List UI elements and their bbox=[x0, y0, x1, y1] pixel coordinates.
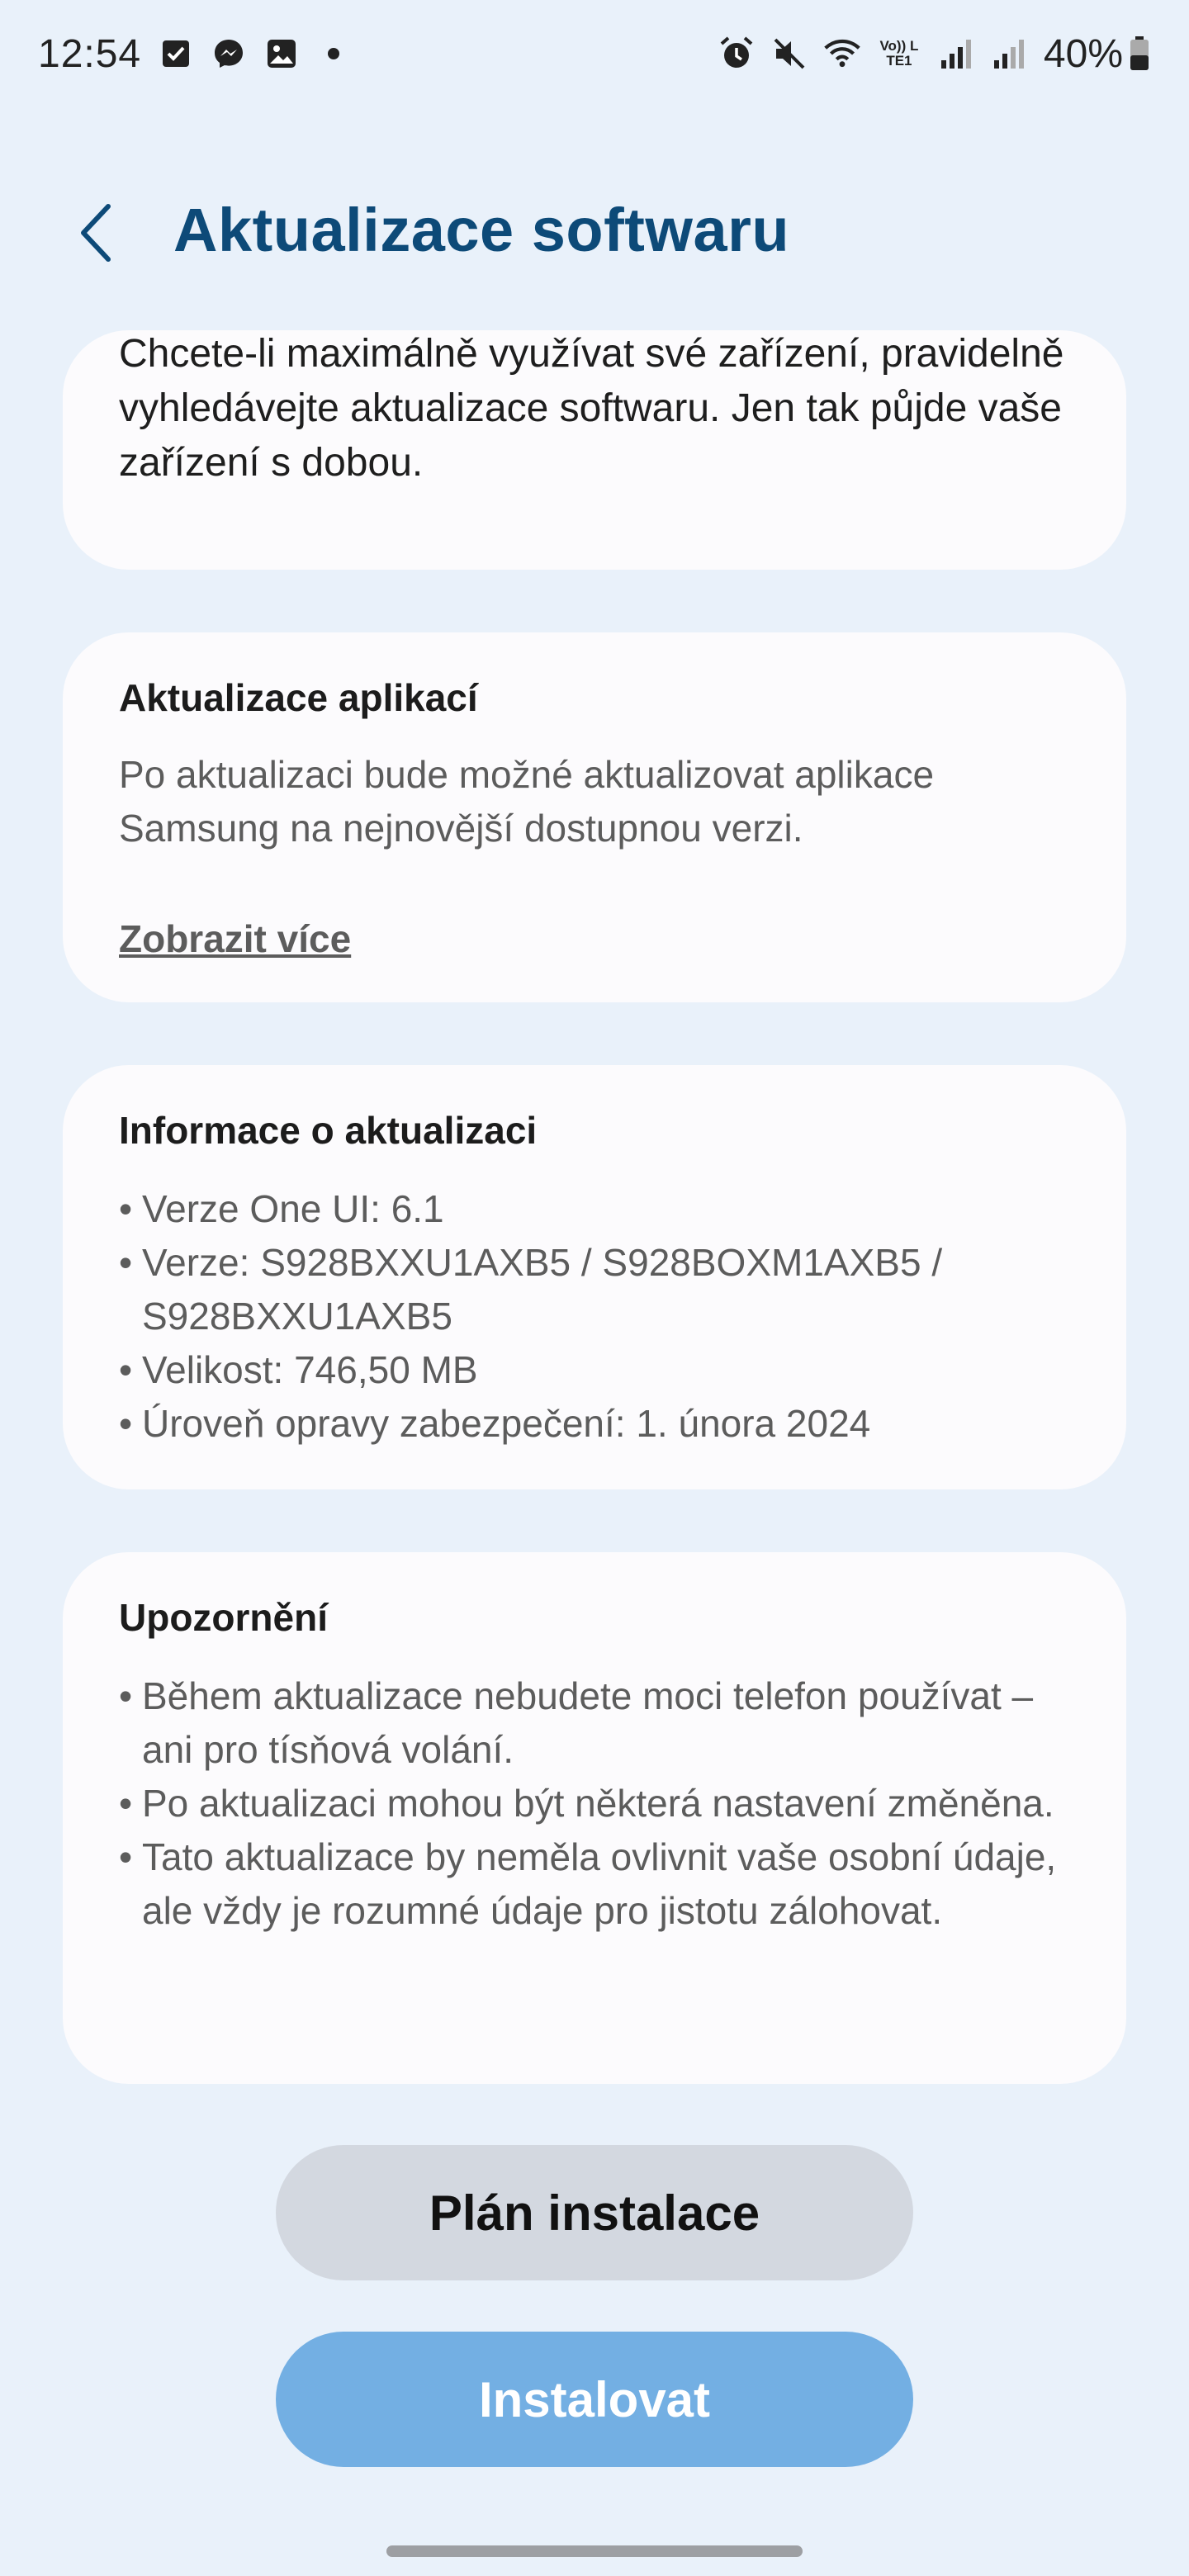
install-button[interactable]: Instalovat bbox=[276, 2332, 913, 2467]
show-more-link[interactable]: Zobrazit více bbox=[119, 917, 352, 960]
chevron-left-icon bbox=[75, 201, 115, 264]
wifi-icon bbox=[824, 36, 860, 72]
intro-card bbox=[63, 330, 1126, 570]
list-item: • Úroveň opravy zabezpečení: 1. února 2024 bbox=[119, 1397, 1085, 1451]
status-bar bbox=[0, 0, 1189, 107]
mute-icon bbox=[771, 36, 808, 72]
list-item: • Velikost: 746,50 MB bbox=[119, 1343, 1085, 1397]
status-left bbox=[38, 31, 339, 77]
app-updates-heading: Aktualizace aplikací bbox=[119, 676, 478, 719]
notice-card bbox=[63, 1552, 1126, 2084]
status-right bbox=[718, 31, 1151, 77]
schedule-install-button[interactable]: Plán instalace bbox=[276, 2145, 913, 2280]
more-notifications-dot bbox=[328, 48, 339, 59]
list-item: • Během aktualizace nebudete moci telefon používat – ani pro tísňová volání. bbox=[119, 1669, 1085, 1777]
volte-icon bbox=[877, 36, 921, 72]
signal-icon-2 bbox=[991, 36, 1027, 72]
back-button[interactable] bbox=[66, 200, 124, 266]
home-indicator[interactable] bbox=[386, 2545, 803, 2557]
intro-text: Chcete-li maximálně využívat své zařízení, pravidelně vyhledávejte aktualizace softwaru. Jen tak půjde vaše zařízení s dobou. bbox=[119, 332, 1064, 485]
app-header bbox=[0, 182, 1189, 281]
status-time: 12:54 bbox=[38, 31, 142, 76]
app-updates-description: Po aktualizaci bude možné aktualizovat aplikace Samsung na nejnovější dostupnou verzi. bbox=[119, 753, 935, 850]
battery-icon bbox=[1128, 36, 1151, 72]
update-info-card bbox=[63, 1065, 1126, 1489]
list-item: • Po aktualizaci mohou být některá nastavení změněna. bbox=[119, 1777, 1085, 1830]
update-info-heading: Informace o aktualizaci bbox=[119, 1109, 538, 1152]
page-title: Aktualizace softwaru bbox=[173, 196, 790, 264]
battery-percent: 40% bbox=[1043, 31, 1123, 76]
volte-label: Vo)) LTE1 bbox=[879, 38, 919, 69]
alarm-icon bbox=[718, 36, 755, 72]
messenger-icon bbox=[211, 36, 247, 72]
list-item: • Verze One UI: 6.1 bbox=[119, 1182, 1085, 1236]
list-item: • Verze: S928BXXU1AXB5 / S928BOXM1AXB5 / S928BXXU1AXB5 bbox=[119, 1236, 1085, 1343]
app-updates-card bbox=[63, 632, 1126, 1002]
list-item: • Tato aktualizace by neměla ovlivnit vaše osobní údaje, ale vždy je rozumné údaje pro jistotu zálohovat. bbox=[119, 1830, 1085, 1938]
checkbox-notification-icon bbox=[158, 36, 194, 72]
signal-icon bbox=[938, 36, 974, 72]
update-info-list bbox=[119, 1182, 1085, 1451]
notice-list bbox=[119, 1669, 1085, 1938]
gallery-icon bbox=[263, 36, 300, 72]
notice-heading: Upozornění bbox=[119, 1596, 328, 1639]
